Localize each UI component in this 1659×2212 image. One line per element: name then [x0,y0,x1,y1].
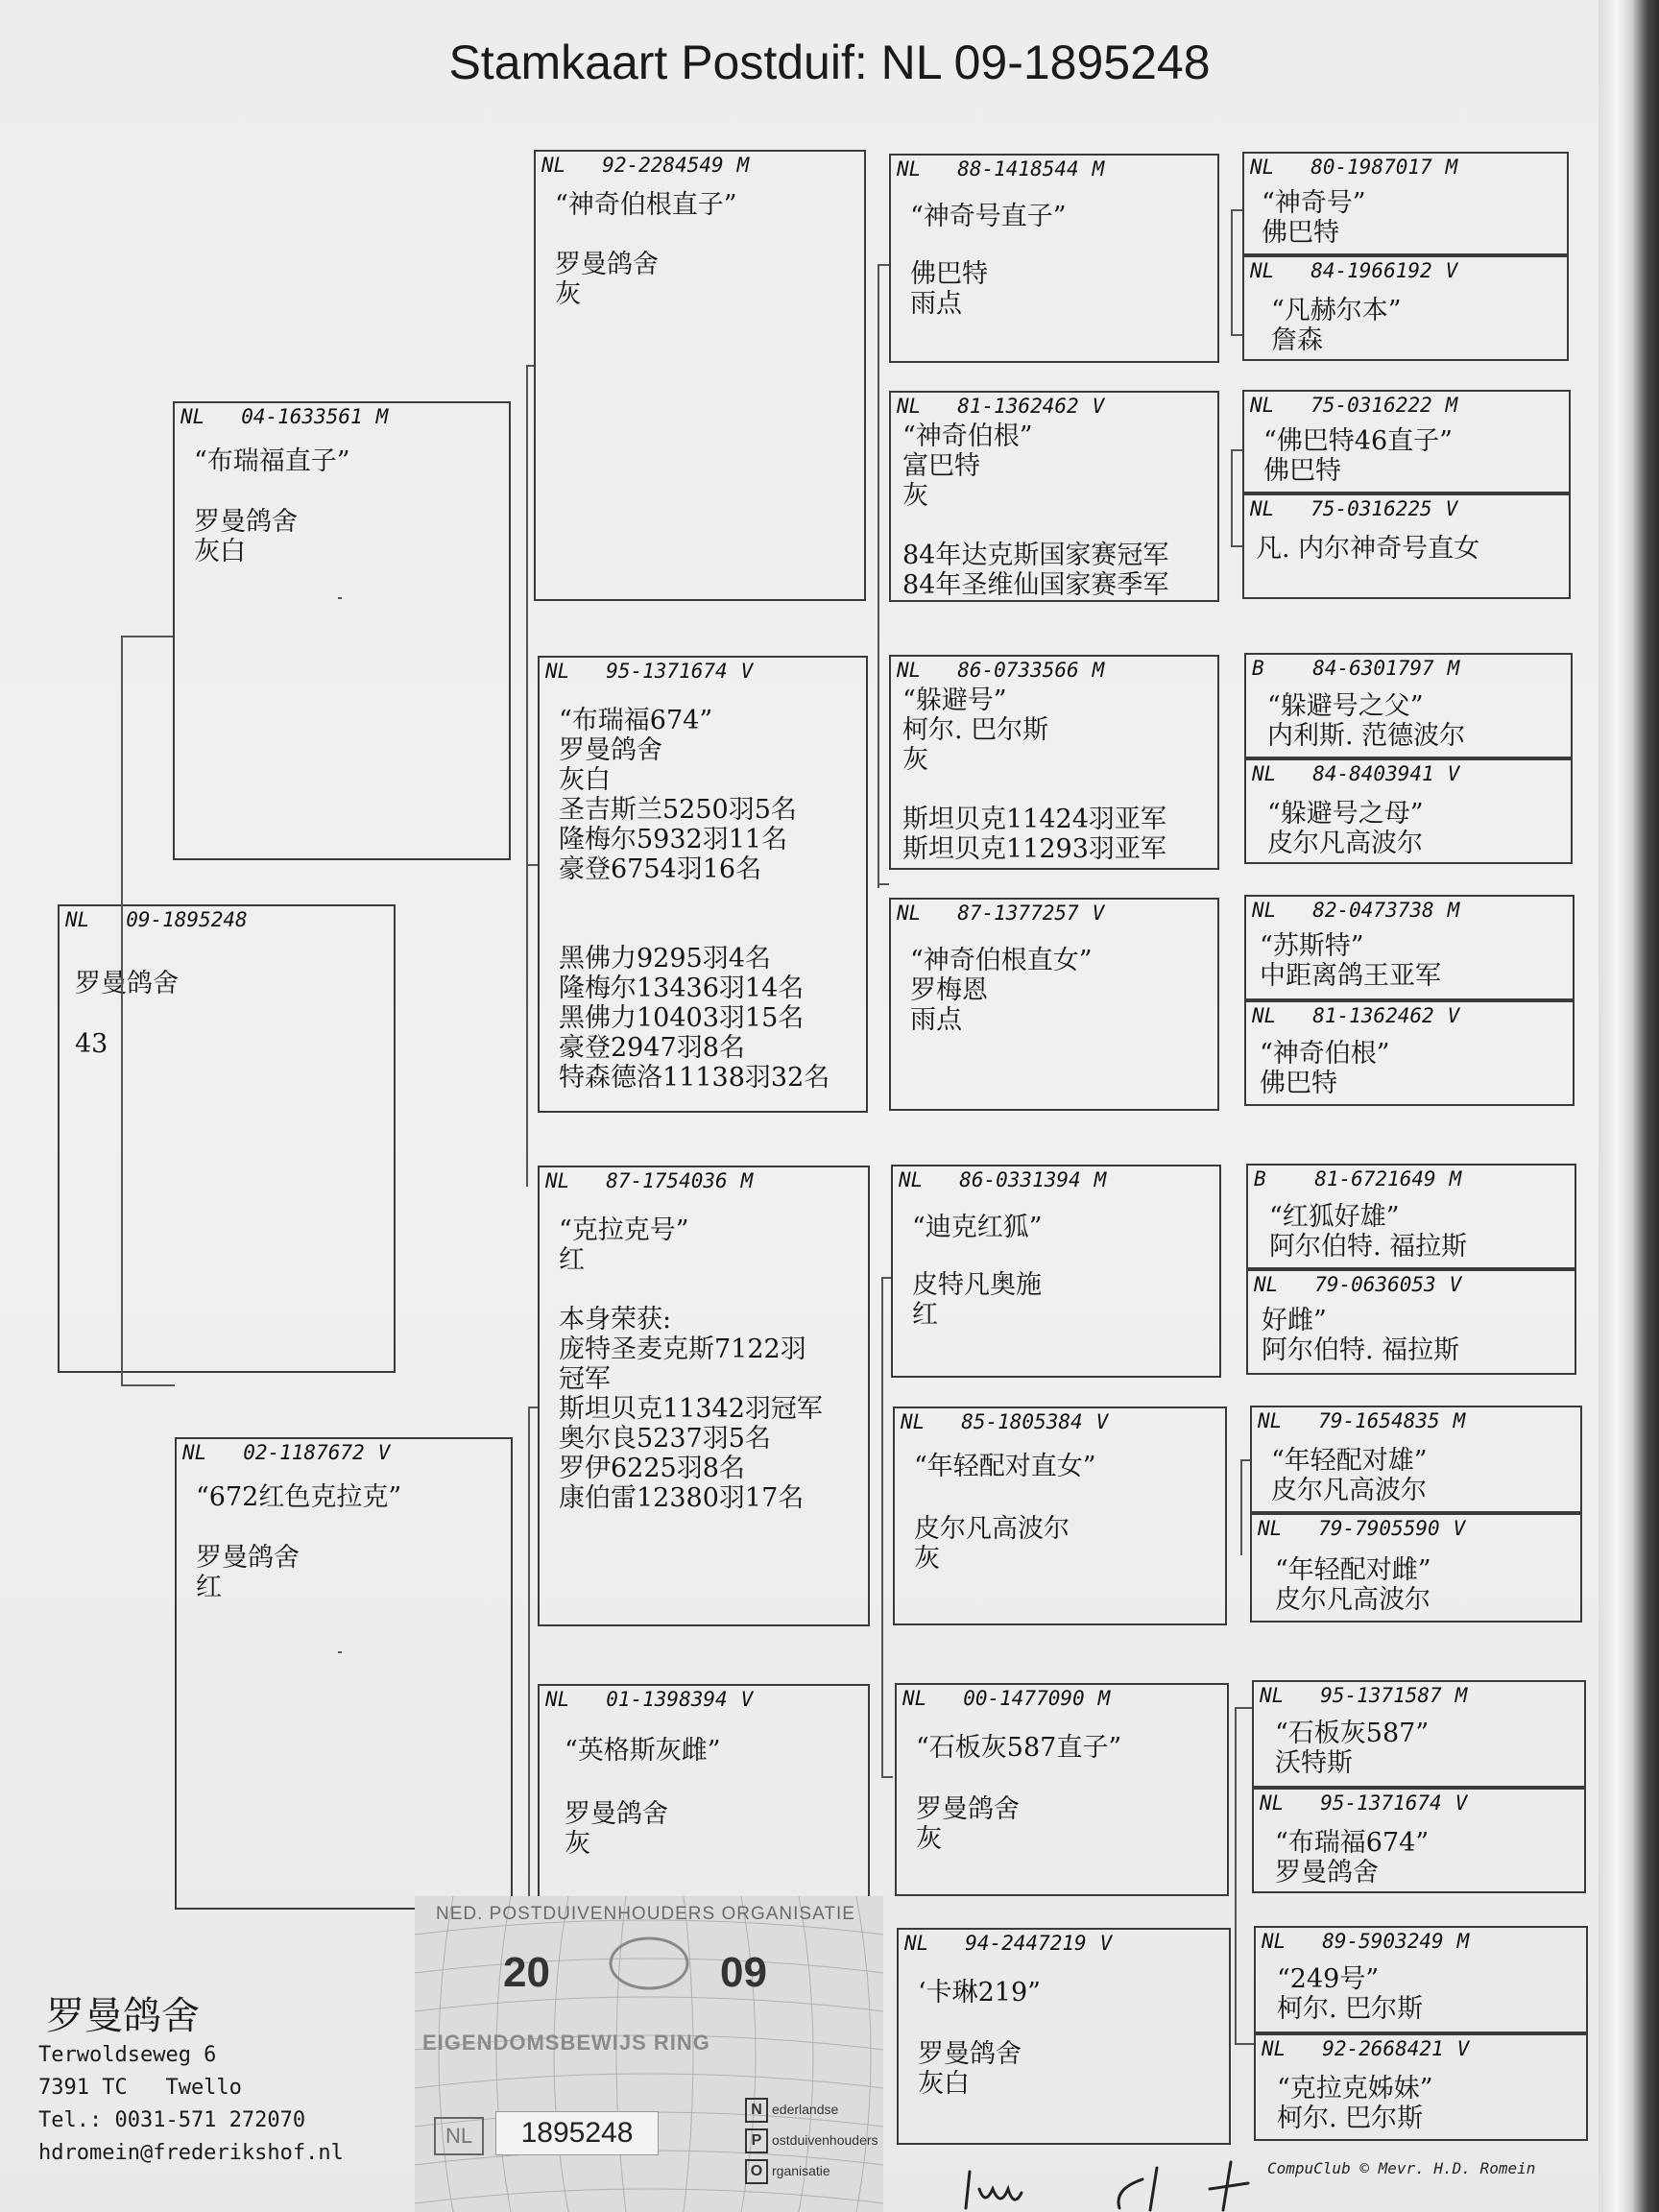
pigeon-info-line: 黑佛力9295羽4名 [559,944,771,974]
pigeon-info-line: 柯尔. 巴尔斯 [1277,2104,1424,2133]
pigeon-info-line: 皮尔凡高波尔 [1275,1585,1431,1615]
pedigree-box-subject [58,904,396,1373]
pigeon-info-line: 中距离鸽王亚军 [1260,961,1441,991]
ring-number: NL 88-1418544 M [897,157,1105,180]
sex-marker: M [1449,1167,1462,1190]
page-title: Stamkaart Postduif: NL 09-1895248 [448,36,1211,89]
ring-number: B 81-6721649 M [1254,1167,1462,1190]
sex-marker: M [1097,1687,1111,1710]
pigeon-info-line: 詹森 [1271,325,1323,355]
connector-line [121,636,123,1384]
pigeon-info-line: “石板灰587” [1275,1719,1430,1748]
pedigree-box-g13 [1252,1680,1586,1788]
pigeon-info-line: “红狐好雄” [1269,1202,1400,1232]
pigeon-info-line: 佛巴特 [1262,218,1339,248]
pedigree-box-g3 [1242,390,1571,493]
pedigree-box-ssd [889,391,1219,602]
owner-name: 罗曼鸽舍 [46,1994,200,2038]
pedigree-box-sd [538,656,868,1113]
pigeon-info-line: “年轻配对雌” [1275,1555,1431,1585]
pigeon-info-line: “佛巴特46直子” [1263,426,1453,456]
pigeon-info-line: 隆梅尔13436羽14名 [559,974,805,1003]
pedigree-box-g9 [1246,1164,1576,1269]
pigeon-info-line: “神奇号直子” [910,202,1067,231]
pedigree-box-g15 [1254,1926,1588,2033]
connector-line [1235,1707,1237,2043]
pigeon-info-line: “神奇伯根直子” [555,190,737,220]
ring-number: NL 02-1187672 V [182,1441,391,1464]
pigeon-info-line: 圣吉斯兰5250羽5名 [559,795,797,825]
connector-line [881,1776,893,1778]
pigeon-info-line: 灰白 [559,765,611,795]
pigeon-info-line: 皮特凡奥施 [912,1270,1042,1300]
ring-number: NL 79-7905590 V [1258,1517,1466,1540]
pigeon-info-line: “躲避号之父” [1267,691,1424,721]
connector-line [526,365,534,367]
connector-line [1231,209,1233,334]
pigeon-info-line: 好雌” [1262,1306,1327,1335]
email-line: hdromein@frederikshof.nl [38,2141,344,2165]
connector-line [1231,449,1242,451]
sex-marker: M [1456,1930,1470,1953]
pigeon-info-line: “克拉克姊妹” [1277,2074,1433,2104]
pigeon-info-line: 84年圣维仙国家赛季军 [902,570,1169,600]
ring-number: NL 86-0733566 M [897,659,1105,682]
sex-marker: M [1092,659,1105,682]
pigeon-info-line: 皮尔凡高波尔 [1271,1476,1427,1505]
address-line: Terwoldseweg 6 [38,2043,217,2067]
copyright-notice: CompuClub © Mevr. H.D. Romein [1267,2159,1536,2177]
pigeon-info-line: 佛巴特 [1263,456,1341,486]
pedigree-box-g5 [1244,653,1573,758]
pigeon-info-line: “躲避号” [902,685,1007,715]
ring-ownership-card [415,1896,883,2212]
pigeon-info-line: 斯坦贝克11293羽亚军 [902,834,1166,864]
pigeon-info-line: 佛巴特 [910,259,988,289]
pedigree-box-ss [534,150,866,601]
pigeon-info-line: 柯尔. 巴尔斯 [902,715,1049,745]
connector-line [881,1277,883,1776]
pedigree-box-sdd [889,898,1219,1111]
pedigree-box-g4 [1242,493,1571,599]
pigeon-info-line: 康伯雷12380羽17名 [559,1483,805,1513]
pigeon-info-line: 43 [75,1029,108,1059]
pigeon-info-line: 灰 [914,1544,940,1574]
sex-marker: V [1447,1004,1460,1027]
ring-number: NL 00-1477090 M [902,1687,1111,1710]
pedigree-box-sss [889,154,1219,363]
ring-number: NL 95-1371587 M [1260,1684,1468,1707]
pigeon-info-line: 红 [912,1300,938,1330]
ring-number: NL 89-5903249 M [1262,1930,1470,1953]
pedigree-box-g12 [1250,1513,1582,1623]
pigeon-info-line: 柯尔. 巴尔斯 [1277,1994,1424,2024]
sex-marker: M [736,154,750,177]
connector-line [526,365,528,1187]
ring-number: NL 01-1398394 V [545,1688,754,1711]
pigeon-info-line: “石板灰587直子” [916,1733,1122,1763]
pedigree-box-sds [889,655,1219,870]
pigeon-info-line: 豪登6754羽16名 [559,854,762,884]
pigeon-info-line: 罗曼鸽舍 [918,2039,1022,2069]
pigeon-info-line: 豪登2947羽8名 [559,1033,745,1063]
pigeon-info-line: 佛巴特 [1260,1069,1337,1098]
sex-marker: M [1447,657,1460,680]
connector-line [1235,1707,1252,1709]
connector-line [1240,1459,1250,1461]
pedigree-box-dam [175,1437,513,1910]
pigeon-info-line: 罗曼鸽舍 [555,250,659,279]
ring-number: NL 84-1966192 V [1250,259,1458,282]
ring-number: NL 86-0331394 M [899,1168,1107,1191]
sex-marker: V [1447,762,1460,785]
pigeon-info-line: “布瑞福674” [1275,1828,1430,1858]
pigeon-info-line: 灰 [902,481,928,511]
ring-number: NL 82-0473738 M [1252,899,1460,922]
sex-marker: V [1092,395,1105,418]
sex-marker: M [740,1169,754,1192]
pigeon-info-line: “249号” [1277,1964,1380,1994]
pigeon-info-line: 灰白 [194,537,246,566]
pigeon-info-line: 罗曼鸽舍 [916,1794,1020,1824]
pedigree-box-g1 [1242,152,1569,255]
pigeon-info-line: 斯坦贝克11424羽亚军 [902,805,1166,834]
ring-number: NL 84-8403941 V [1252,762,1460,785]
pigeon-info-line: 内利斯. 范德波尔 [1267,721,1466,751]
connector-line [121,1384,175,1386]
ring-number: NL 87-1754036 M [545,1169,754,1192]
pigeon-info-line: 冠军 [559,1364,611,1394]
pigeon-info-line: “克拉克号” [559,1215,689,1245]
ring-number: NL 95-1371674 V [1260,1791,1468,1815]
ring-number: NL 81-1362462 V [1252,1004,1460,1027]
connector-line [878,264,889,266]
sex-marker: M [1453,1409,1466,1432]
pigeon-info-line: 雨点 [910,289,962,319]
sex-marker: V [1455,1791,1468,1815]
pigeon-info-line: 奥尔良5237羽5名 [559,1424,771,1454]
pigeon-info-line: “凡赫尔本” [1271,296,1402,325]
ring-year-left: 20 [503,1949,550,1996]
pigeon-info-line: 罗曼鸽舍 [196,1543,300,1573]
pigeon-info-line: 灰 [916,1824,942,1854]
connector-line [1235,2043,1254,2045]
sex-marker: M [1092,157,1105,180]
pigeon-info-line: 凡. 内尔神奇号直女 [1256,534,1480,564]
ring-number: NL 79-0636053 V [1254,1273,1462,1296]
pigeon-info-line: 红 [196,1573,222,1602]
pigeon-info-line: 隆梅尔5932羽11名 [559,825,788,854]
pigeon-info-line: 灰 [565,1829,590,1859]
connector-line [338,1651,342,1653]
pigeon-info-line: 阿尔伯特. 福拉斯 [1269,1232,1468,1262]
ring-year-right: 09 [720,1949,767,1996]
pigeon-info-line: 本身荣获: [559,1305,672,1334]
sex-marker: V [1449,1273,1462,1296]
connector-line [121,636,173,637]
pigeon-info-line: 灰白 [918,2069,970,2099]
ring-card-header: NED. POSTDUIVENHOUDERS ORGANISATIE [436,1904,855,1924]
pedigree-box-dss [891,1165,1221,1378]
pedigree-box-dsd [893,1407,1227,1625]
pigeon-info-line: 灰 [902,745,928,775]
ring-number: NL 87-1377257 V [897,902,1105,925]
pigeon-info-line: 庞特圣麦克斯7122羽 [559,1334,806,1364]
pigeon-info-line: 沃特斯 [1275,1748,1353,1778]
pedigree-box-dd [538,1684,870,1914]
sex-marker: M [1447,899,1460,922]
pigeon-info-line: 罗曼鸽舍 [565,1799,668,1829]
ring-card-label: EIGENDOMSBEWIJS RING [422,2031,710,2055]
pigeon-info-line: “布瑞福674” [559,706,713,735]
sex-marker: V [377,1441,391,1464]
connector-line [881,1277,891,1279]
connector-line [528,1407,538,1408]
sex-marker: M [1445,156,1458,179]
ring-number: NL 81-1362462 V [897,395,1105,418]
pigeon-info-line: 皮尔凡高波尔 [914,1514,1070,1544]
pigeon-info-line: 罗曼鸽舍 [194,507,298,537]
pigeon-info-line: “躲避号之母” [1267,799,1424,829]
ring-number: NL 92-2668421 V [1262,2037,1470,2060]
sex-marker: V [1445,497,1458,520]
pigeon-info-line: 84年达克斯国家赛冠军 [902,541,1169,570]
pedigree-box-g2 [1242,255,1569,361]
ring-number: NL 92-2284549 M [541,154,750,177]
pigeon-info-line: 皮尔凡高波尔 [1267,829,1423,858]
pigeon-info-line: 黑佛力10403羽15名 [559,1003,805,1033]
connector-line [526,864,538,866]
connector-line [338,597,342,599]
pedigree-box-g6 [1244,758,1573,864]
pigeon-info-line: “神奇伯根” [1260,1039,1390,1069]
pigeon-info-line: 罗伊6225羽8名 [559,1454,745,1483]
pedigree-box-g16 [1254,2033,1588,2141]
pedigree-box-sire [173,401,511,860]
pigeon-info-line: 灰 [555,279,581,309]
pigeon-info-line: 富巴特 [902,451,980,481]
ring-number: NL 85-1805384 V [901,1410,1109,1433]
connector-line [878,883,889,885]
pigeon-info-line: 罗曼鸽舍 [1275,1858,1379,1887]
pedigree-box-g11 [1250,1406,1582,1513]
pigeon-info-line: 罗曼鸽舍 [75,969,179,998]
sex-marker: V [740,660,754,683]
ring-number: NL 79-1654835 M [1258,1409,1466,1432]
pedigree-box-g8 [1244,1000,1575,1106]
pigeon-info-line: “迪克红狐” [912,1213,1043,1242]
sex-marker: V [1453,1517,1466,1540]
pigeon-info-line: 红 [559,1245,585,1275]
sex-marker: M [1455,1684,1468,1707]
ring-number: 1895248 [495,2111,659,2155]
sex-marker: V [1092,902,1105,925]
pigeon-info-line: “神奇伯根直女” [910,946,1093,975]
pigeon-info-line: “年轻配对雄” [1271,1446,1428,1476]
ring-number: NL 95-1371674 V [545,660,754,683]
pigeon-info-line: 斯坦贝克11342羽冠军 [559,1394,823,1424]
handwritten-signature [950,2160,1267,2212]
pedigree-box-dds [895,1683,1229,1896]
pigeon-info-line: 阿尔伯特. 福拉斯 [1262,1335,1460,1365]
connector-line [1240,1459,1242,1555]
sex-marker: V [1095,1410,1109,1433]
paper-stack-edge [1599,0,1659,2212]
ring-country: NL [434,2117,484,2155]
npo-logo: N ederlandse P ostduivenhouders O rganisatie [745,2094,878,2186]
pedigree-box-g14 [1252,1788,1586,1893]
pigeon-info-line: “神奇号” [1262,188,1366,218]
connector-line [1231,334,1242,336]
sex-marker: V [1456,2037,1470,2060]
pigeon-info-line: 罗梅恩 [910,975,988,1005]
ring-number: NL 04-1633561 M [180,405,389,428]
sex-marker: M [375,405,389,428]
ring-number: NL 75-0316225 V [1250,497,1458,520]
sex-marker: M [1094,1168,1107,1191]
pigeon-info-line: “年轻配对直女” [914,1452,1096,1481]
sex-marker: V [740,1688,754,1711]
ring-number: NL 94-2447219 V [904,1932,1113,1955]
connector-line [1231,209,1242,211]
pedigree-box-g7 [1244,895,1575,1000]
pedigree-box-ddd [897,1928,1231,2145]
sex-marker: V [1099,1932,1113,1955]
pigeon-info-line: 罗曼鸽舍 [559,735,662,765]
phone-line: Tel.: 0031-571 272070 [38,2108,306,2132]
connector-line [878,264,879,888]
pedigree-box-g10 [1246,1269,1576,1375]
pigeon-info-line: “英格斯灰雌” [565,1736,721,1766]
address-line: 7391 TC Twello [38,2076,242,2100]
pigeon-info-line: 特森德洛11138羽32名 [559,1063,830,1093]
sex-marker: V [1445,259,1458,282]
ring-number: NL 75-0316222 M [1250,394,1458,417]
connector-line [1231,545,1242,547]
pedigree-box-ds [538,1166,870,1626]
pigeon-info-line: “神奇伯根” [902,421,1033,451]
ring-number: NL 09-1895248 [65,908,248,931]
pigeon-info-line: 雨点 [910,1005,962,1035]
pigeon-info-line: “672红色克拉克” [196,1482,402,1512]
ring-number: NL 80-1987017 M [1250,156,1458,179]
ring-number: B 84-6301797 M [1252,657,1460,680]
connector-line [1231,449,1233,545]
sex-marker: M [1445,394,1458,417]
pigeon-info-line: “苏斯特” [1260,931,1364,961]
pigeon-info-line: “布瑞福直子” [194,446,350,476]
pigeon-info-line: ‘卡琳219” [918,1978,1041,2008]
